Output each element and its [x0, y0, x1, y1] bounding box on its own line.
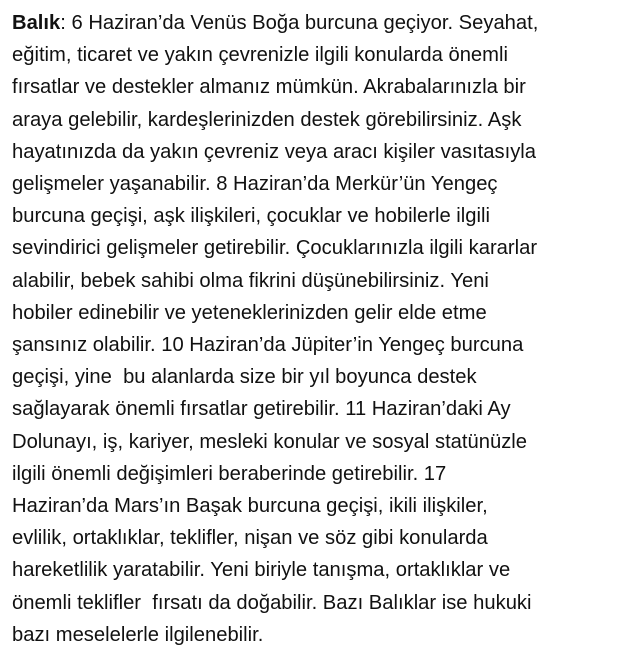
text-line — [12, 7, 618, 39]
text-line: ilgili önemli değişimleri beraberinde getirebilir. 17 — [12, 462, 447, 485]
text-line: hayatınızda da yakın çevreniz veya aracı kişiler vasıtasıyla — [12, 140, 536, 163]
text-line: eğitim, ticaret ve yakın çevrenizle ilgili konularda önemli — [12, 44, 508, 67]
text-line: araya gelebilir, kardeşlerinizden destek görebilirsiniz. Aşk — [12, 108, 522, 131]
text-line: fırsatlar ve destekler almanız mümkün. Akrabalarınızla bir — [12, 76, 526, 99]
text-line: şansınız olabilir. 10 Haziran’da Jüpiter’in Yengeç burcuna — [12, 334, 524, 357]
text-line: bazı meselelerle ilgilenebilir. — [12, 623, 264, 646]
text-line: Dolunayı, iş, kariyer, mesleki konular ve sosyal statünüzle — [12, 430, 528, 453]
text-line: gelişmeler yaşanabilir. 8 Haziran’da Merkür’ün Yengeç — [12, 173, 498, 196]
text-line: Haziran’da Mars’ın Başak burcuna geçişi, ikili ilişkiler, — [12, 495, 488, 518]
text-line: hobiler edinebilir ve yeteneklerinizden gelir elde etme — [12, 301, 487, 324]
text-line-content: 6 Haziran’da Venüs Boğa burcuna geçiyor. Seyahat, — [65, 12, 539, 34]
text-line: alabilir, bebek sahibi olma fikrini düşünebilirsiniz. Yeni — [12, 269, 489, 292]
sign-separator: : — [60, 12, 66, 34]
text-line: sevindirici gelişmeler getirebilir. Çocuklarınızla ilgili kararlar — [12, 237, 538, 260]
text-line: evlilik, ortaklıklar, teklifler, nişan ve söz gibi konularda — [12, 527, 488, 550]
horoscope-paragraph — [12, 7, 618, 651]
text-line: geçişi, yine bu alanlarda size bir yıl boyunca destek — [12, 366, 477, 389]
text-line: sağlayarak önemli fırsatlar getirebilir. 11 Haziran’daki Ay — [12, 398, 511, 421]
sign-title: Balık — [12, 12, 61, 34]
text-line: hareketlilik yaratabilir. Yeni biriyle tanışma, ortaklıklar ve — [12, 559, 511, 582]
text-line: önemli teklifler fırsatı da doğabilir. Bazı Balıklar ise hukuki — [12, 591, 532, 614]
text-line: burcuna geçişi, aşk ilişkileri, çocuklar ve hobilerle ilgili — [12, 205, 490, 228]
